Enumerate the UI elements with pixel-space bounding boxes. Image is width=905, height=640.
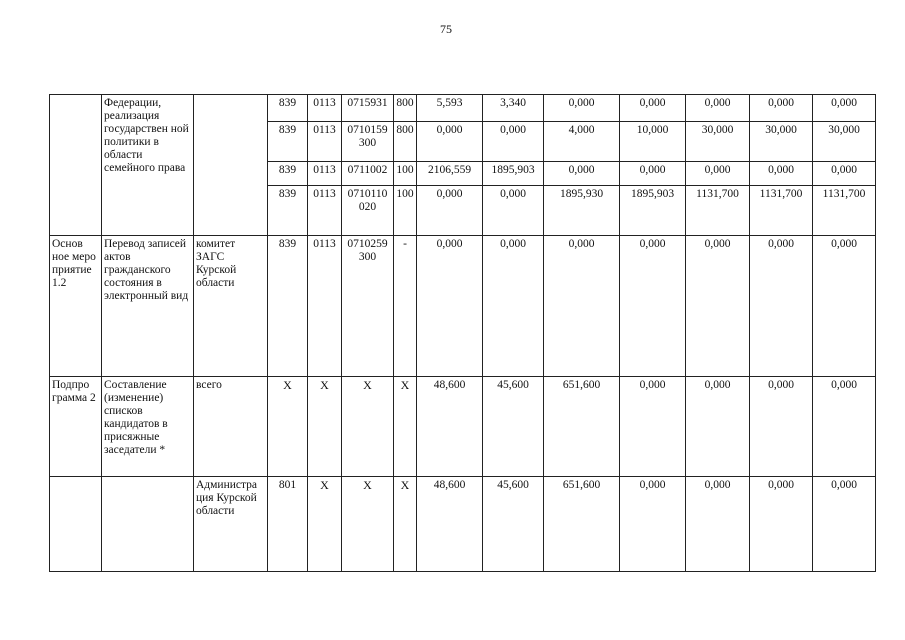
value-cell: 0,000 [544, 162, 620, 186]
value-cell: 48,600 [417, 377, 483, 477]
csr-cell: X [342, 477, 394, 572]
value-cell: 45,600 [483, 377, 544, 477]
value-cell: 4,000 [544, 122, 620, 162]
value-cell: 0,000 [813, 477, 876, 572]
value-cell: 0,000 [620, 95, 686, 122]
value-cell: 0,000 [620, 162, 686, 186]
event-name-cell: Составление (изменение) списков кандидатов в присяжные заседатели * [102, 377, 194, 477]
rzpr-cell: X [308, 477, 342, 572]
rzpr-cell: 0113 [308, 236, 342, 377]
value-cell: 0,000 [750, 377, 813, 477]
value-cell: 1895,903 [620, 186, 686, 236]
table-row [50, 377, 876, 477]
value-cell: 5,593 [417, 95, 483, 122]
vr-cell: 100 [394, 186, 417, 236]
grbs-cell: 839 [268, 162, 308, 186]
value-cell: 0,000 [417, 122, 483, 162]
executor-cell [194, 95, 268, 236]
value-cell: 0,000 [483, 186, 544, 236]
value-cell: 1131,700 [686, 186, 750, 236]
value-cell: 0,000 [544, 236, 620, 377]
value-cell: 48,600 [417, 477, 483, 572]
vr-cell: - [394, 236, 417, 377]
csr-cell: 0715931 [342, 95, 394, 122]
executor-cell: всего [194, 377, 268, 477]
csr-cell: 0711002 [342, 162, 394, 186]
value-cell: 0,000 [813, 377, 876, 477]
value-cell: 0,000 [483, 122, 544, 162]
value-cell: 0,000 [620, 377, 686, 477]
rzpr-cell: X [308, 377, 342, 477]
grbs-cell: 839 [268, 186, 308, 236]
grbs-cell: 801 [268, 477, 308, 572]
value-cell: 1131,700 [813, 186, 876, 236]
status-cell [50, 477, 102, 572]
executor-cell: Администра ция Курской области [194, 477, 268, 572]
event-name-cell: Федерации, реализация государствен ной политики в области семейного права [102, 95, 194, 236]
value-cell: 0,000 [686, 477, 750, 572]
page-number: 75 [440, 22, 452, 36]
vr-cell: X [394, 477, 417, 572]
value-cell: 0,000 [750, 162, 813, 186]
value-cell: 1131,700 [750, 186, 813, 236]
rzpr-cell: 0113 [308, 122, 342, 162]
value-cell: 0,000 [620, 236, 686, 377]
value-cell: 651,600 [544, 477, 620, 572]
status-cell: Подпро грамма 2 [50, 377, 102, 477]
csr-cell: 0710110 020 [342, 186, 394, 236]
value-cell: 0,000 [750, 95, 813, 122]
value-cell: 0,000 [813, 95, 876, 122]
vr-cell: 800 [394, 95, 417, 122]
grbs-cell: 839 [268, 122, 308, 162]
event-name-cell: Перевод записей актов гражданского состояния в электронный вид [102, 236, 194, 377]
value-cell: 1895,903 [483, 162, 544, 186]
value-cell: 30,000 [750, 122, 813, 162]
value-cell: 0,000 [544, 95, 620, 122]
vr-cell: X [394, 377, 417, 477]
grbs-cell: 839 [268, 236, 308, 377]
executor-cell: комитет ЗАГС Курской области [194, 236, 268, 377]
budget-table [49, 94, 876, 572]
vr-cell: 100 [394, 162, 417, 186]
value-cell: 10,000 [620, 122, 686, 162]
value-cell: 0,000 [620, 477, 686, 572]
value-cell: 0,000 [686, 95, 750, 122]
rzpr-cell: 0113 [308, 186, 342, 236]
event-name-cell [102, 477, 194, 572]
vr-cell: 800 [394, 122, 417, 162]
value-cell: 0,000 [750, 477, 813, 572]
value-cell: 1895,930 [544, 186, 620, 236]
status-cell: Основ ное меро приятие 1.2 [50, 236, 102, 377]
value-cell: 45,600 [483, 477, 544, 572]
rzpr-cell: 0113 [308, 162, 342, 186]
csr-cell: X [342, 377, 394, 477]
value-cell: 3,340 [483, 95, 544, 122]
value-cell: 0,000 [417, 236, 483, 377]
value-cell: 30,000 [686, 122, 750, 162]
value-cell: 30,000 [813, 122, 876, 162]
value-cell: 0,000 [750, 236, 813, 377]
value-cell: 0,000 [813, 236, 876, 377]
table-row [50, 95, 876, 122]
value-cell: 0,000 [686, 162, 750, 186]
value-cell: 0,000 [483, 236, 544, 377]
table-row [50, 477, 876, 572]
value-cell: 2106,559 [417, 162, 483, 186]
value-cell: 0,000 [813, 162, 876, 186]
value-cell: 651,600 [544, 377, 620, 477]
value-cell: 0,000 [686, 377, 750, 477]
table-row [50, 236, 876, 377]
value-cell: 0,000 [686, 236, 750, 377]
grbs-cell: X [268, 377, 308, 477]
grbs-cell: 839 [268, 95, 308, 122]
csr-cell: 0710159 300 [342, 122, 394, 162]
value-cell: 0,000 [417, 186, 483, 236]
csr-cell: 0710259 300 [342, 236, 394, 377]
status-cell [50, 95, 102, 236]
rzpr-cell: 0113 [308, 95, 342, 122]
